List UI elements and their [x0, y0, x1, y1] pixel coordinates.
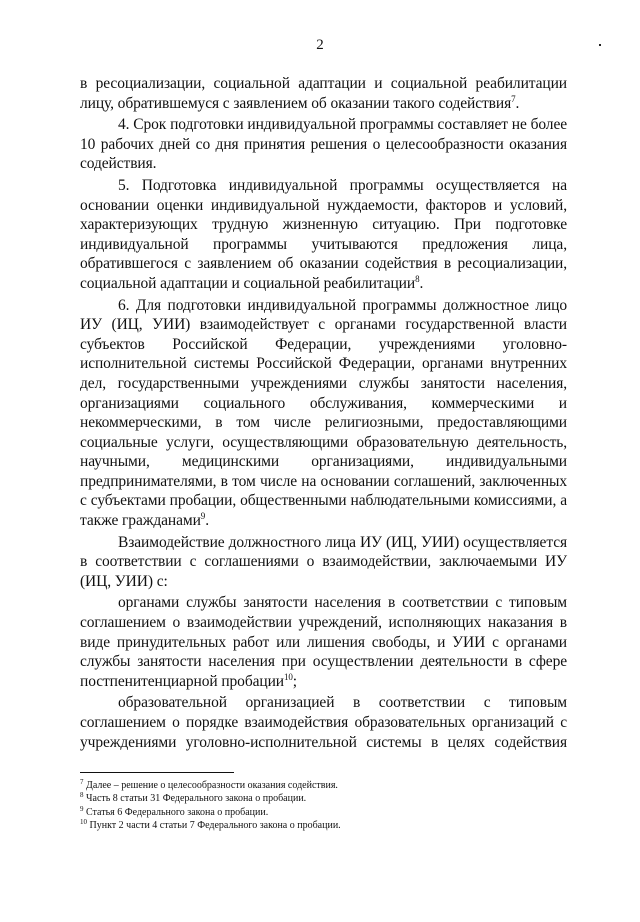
footnote-9: $^9$ Статья 6 Федерального закона о пробации. [80, 804, 269, 818]
footnote-7: $^7$ Далее – решение о целесообразности оказания содействия. [80, 778, 338, 791]
body-text [80, 74, 567, 754]
footnotes [80, 779, 567, 833]
footnote-ref-7: 7 [511, 93, 516, 104]
footnote-ref-8: 8 [415, 273, 420, 284]
footnote-8: $^8$ Часть 8 статьи 31 Федерального закона о пробации. [80, 791, 307, 805]
paragraph-6: органами службы занятости населения в соответствии с типовым соглашением о взаимодействии учреждений, исполняющих наказания в виде принудительных работ или лишения свободы, и УИИ с органами службы занятости населения при осуществлении деятельности в сфере постпенитенциарной пробации$^{10}$; [80, 594, 567, 690]
footnote-ref-9: 9 [200, 511, 206, 522]
paragraph-4: 6. Для подготовки индивидуальной программы должностное лицо ИУ (ИЦ, УИИ) взаимодействует с органами государственной власти субъектов Российской Федерации, учреждениями уголовно-исполнительной системы Российской Федерации, органами внутренних дел, государственными учреждениями службы занятости населения, организациями социального обслуживания, коммерческими и некоммерческими, в том числе религиозными, предоставляющими социальные услуги, осуществляющими образовательную деятельность, научными, медицинскими организациями, индивидуальными предпринимателями, в том числе на основании соглашений, заключенных с субъектами пробации, общественными наблюдательными комиссиями, а также гражданами$^9$. [80, 296, 567, 530]
footnote-separator [80, 772, 234, 773]
scan-speck [599, 44, 601, 46]
paragraph-2: 4. Срок подготовки индивидуальной программы составляет не более 10 рабочих дней со дня принятия решения о целесообразности оказания содействия. [80, 116, 567, 173]
paragraph-5: Взаимодействие должностного лица ИУ (ИЦ, УИИ) осуществляется в соответствии с соглашениями о взаимодействии, заключаемыми ИУ (ИЦ, УИИ) с: [80, 533, 567, 590]
paragraph-1: в ресоциализации, социальной адаптации и социальной реабилитации лицу, обратившемуся с заявлением об оказании такого содействия$^7$. [80, 75, 567, 112]
footnote-10: $^{10}$ Пункт 2 части 4 статьи 7 Федерального закона о пробации. [80, 818, 341, 832]
paragraph-3: 5. Подготовка индивидуальной программы осуществляется на основании оценки индивидуальной нуждаемости, факторов и условий, характеризующих трудную жизненную ситуацию. При подготовке индивидуальной программы учитываются предложения лица, обратившегося с заявлением об оказании содействия в ресоциализации, социальной адаптации и социальной реабилитации$^8$. [80, 176, 567, 292]
footnote-ref-10: 10 [283, 671, 293, 682]
paragraph-7: образовательной организацией в соответствии с типовым соглашением о порядке взаимодействия образовательных организаций с учреждениями уголовно-исполнительной системы в целях содействия [80, 694, 567, 751]
page-number: 2 [316, 37, 324, 53]
